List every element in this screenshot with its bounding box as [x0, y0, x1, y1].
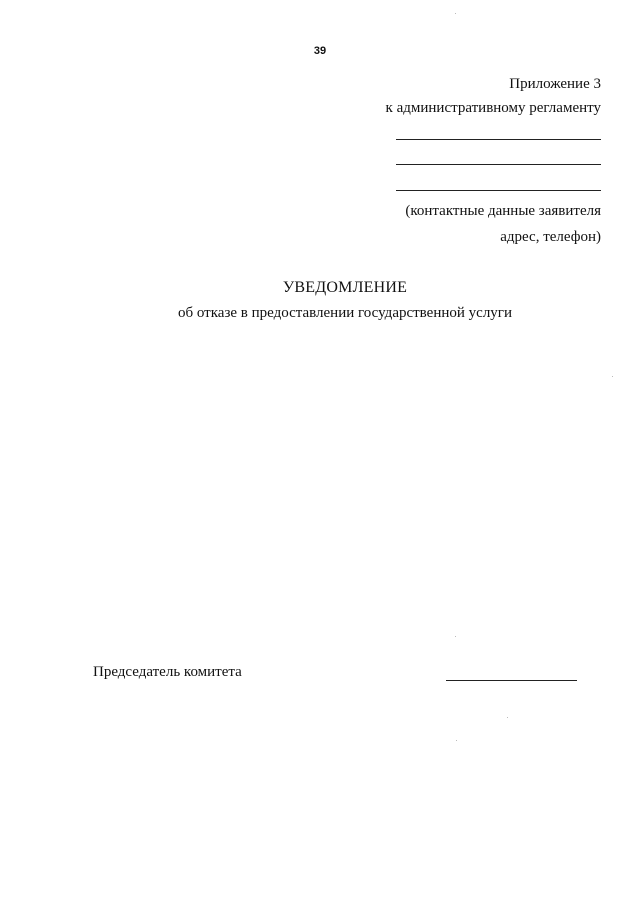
page-number: 39 — [313, 45, 327, 57]
regulation-label: к административному регламенту — [385, 100, 601, 116]
scan-speck — [507, 717, 508, 718]
signature-line — [446, 680, 577, 681]
notice-title: УВЕДОМЛЕНИЕ — [282, 279, 408, 296]
applicant-blank-line-3 — [396, 190, 601, 191]
applicant-address-label: адрес, телефон) — [500, 229, 601, 245]
scan-speck — [455, 636, 456, 637]
applicant-blank-line-2 — [396, 164, 601, 165]
scan-speck — [456, 740, 457, 741]
scan-speck — [612, 376, 613, 377]
notice-subtitle: об отказе в предоставлении государственной услуги — [177, 305, 512, 321]
applicant-contact-label: (контактные данные заявителя — [405, 203, 601, 219]
scan-speck — [455, 13, 456, 14]
applicant-blank-line-1 — [396, 139, 601, 140]
signer-position: Председатель комитета — [93, 664, 242, 680]
appendix-label: Приложение 3 — [509, 76, 601, 92]
